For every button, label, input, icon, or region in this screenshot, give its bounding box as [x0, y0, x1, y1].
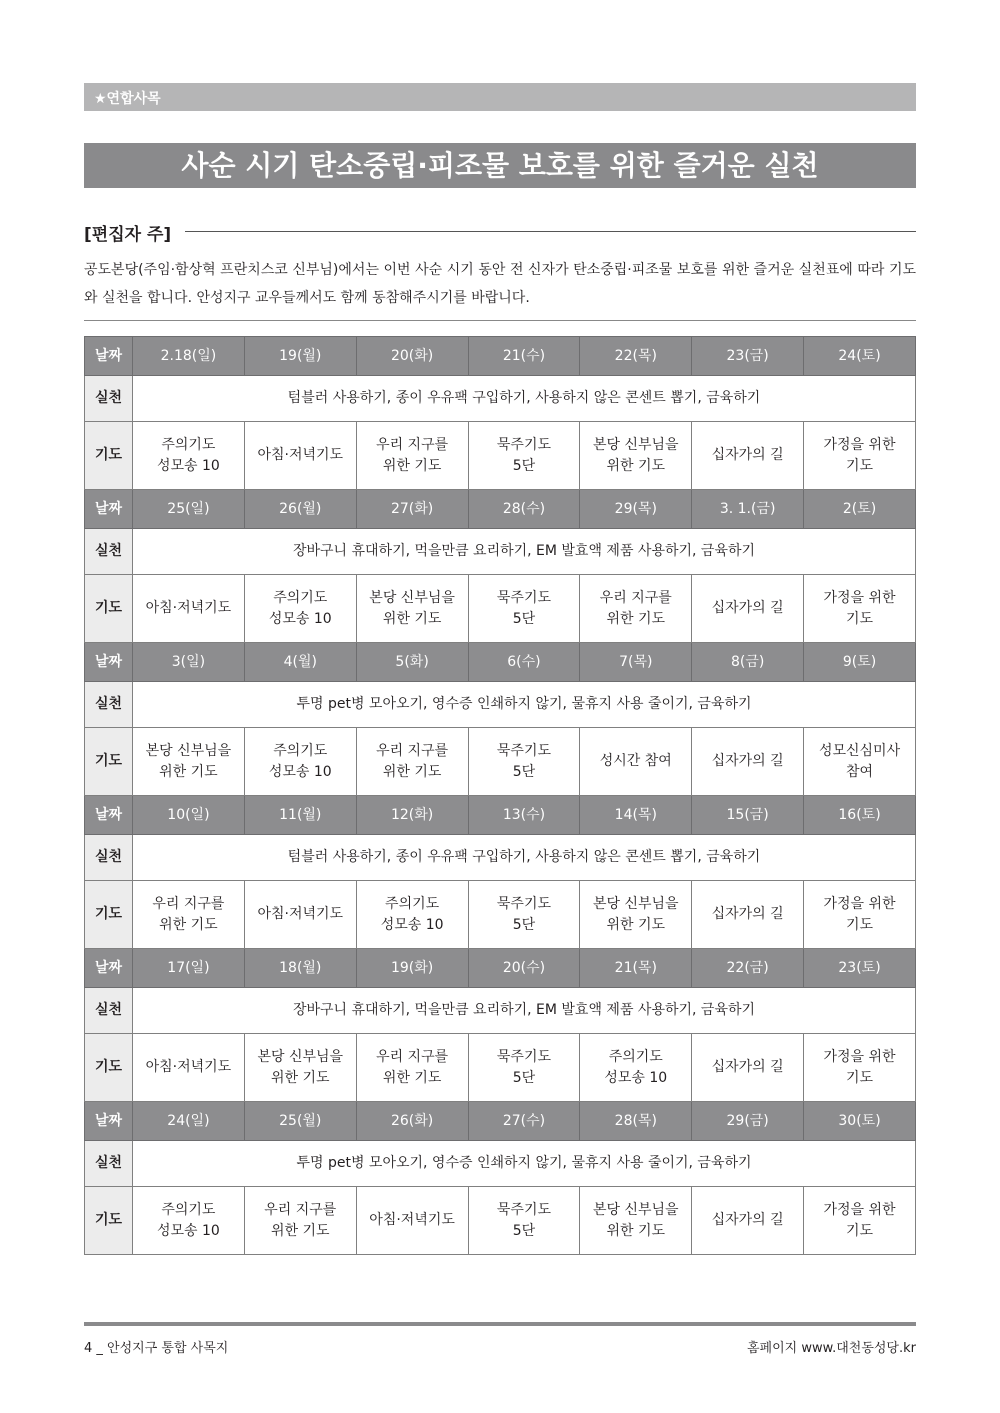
- prayer-cell: [133, 1034, 245, 1102]
- date-cell: 24(토): [804, 337, 916, 376]
- prayer-line: 기도: [846, 1222, 874, 1239]
- date-cell: 9(토): [804, 643, 916, 682]
- prayer-cell: [804, 728, 916, 796]
- prayer-line: 묵주기도: [496, 436, 551, 453]
- prayer-cell: [468, 881, 580, 949]
- prayer-line: 가정을 위한: [823, 1201, 896, 1218]
- prayer-line: 우리 지구를: [152, 895, 225, 912]
- prayer-line: 5단: [512, 916, 536, 933]
- date-cell: 25(월): [244, 1102, 356, 1141]
- prayer-cell: [468, 728, 580, 796]
- date-cell: 23(토): [804, 949, 916, 988]
- prayer-line: 위한 기도: [606, 916, 666, 933]
- prayer-cell: [244, 728, 356, 796]
- date-cell: 10(일): [133, 796, 245, 835]
- date-cell: 25(일): [133, 490, 245, 529]
- prayer-line: 우리 지구를: [599, 589, 672, 606]
- prayer-line: 주의기도: [273, 589, 328, 606]
- prayer-line: 우리 지구를: [264, 1201, 337, 1218]
- prayer-line: 묵주기도: [496, 1201, 551, 1218]
- prayer-line: 묵주기도: [496, 895, 551, 912]
- prayer-line: 위한 기도: [382, 610, 442, 627]
- prayer-line: 5단: [512, 457, 536, 474]
- prayer-line: 주의기도: [161, 436, 216, 453]
- date-cell: 13(수): [468, 796, 580, 835]
- prayer-cell: [356, 575, 468, 643]
- practice-row: [85, 376, 916, 422]
- prayer-line: 우리 지구를: [376, 436, 449, 453]
- date-cell: 15(금): [692, 796, 804, 835]
- date-cell: 8(금): [692, 643, 804, 682]
- prayer-line: 기도: [846, 610, 874, 627]
- date-cell: 6(수): [468, 643, 580, 682]
- date-cell: 22(목): [580, 337, 692, 376]
- date-row-label: 날짜: [85, 1102, 133, 1141]
- prayer-row: [85, 728, 916, 796]
- date-row: [85, 337, 916, 376]
- date-row: [85, 949, 916, 988]
- date-row: [85, 1102, 916, 1141]
- prayer-line: 십자가의 길: [711, 600, 784, 616]
- date-cell: 14(목): [580, 796, 692, 835]
- date-cell: 11(월): [244, 796, 356, 835]
- prayer-line: 아침·저녁기도: [145, 1059, 232, 1075]
- prayer-row-label: 기도: [85, 1187, 133, 1255]
- prayer-line: 십자가의 길: [711, 1059, 784, 1075]
- prayer-cell: [580, 881, 692, 949]
- date-cell: 26(화): [356, 1102, 468, 1141]
- prayer-line: 주의기도: [273, 742, 328, 759]
- date-row: [85, 643, 916, 682]
- prayer-line: 묵주기도: [496, 589, 551, 606]
- prayer-line: 아침·저녁기도: [257, 447, 344, 463]
- prayer-cell: [133, 422, 245, 490]
- date-cell: 2.18(일): [133, 337, 245, 376]
- prayer-cell: [468, 575, 580, 643]
- date-cell: 27(수): [468, 1102, 580, 1141]
- section-label: ★연합사목: [94, 91, 161, 107]
- prayer-line: 우리 지구를: [376, 742, 449, 759]
- prayer-cell: [244, 1034, 356, 1102]
- prayer-line: 위한 기도: [382, 1069, 442, 1086]
- prayer-line: 위한 기도: [270, 1069, 330, 1086]
- section-bar: [84, 83, 916, 111]
- date-cell: 28(수): [468, 490, 580, 529]
- prayer-line: 성모송 10: [268, 610, 332, 627]
- prayer-line: 성모송 10: [157, 457, 220, 474]
- prayer-cell: [804, 1034, 916, 1102]
- date-cell: 12(화): [356, 796, 468, 835]
- prayer-line: 십자가의 길: [711, 906, 784, 922]
- prayer-line: 위한 기도: [606, 610, 666, 627]
- prayer-cell: [804, 575, 916, 643]
- prayer-cell: [692, 728, 804, 796]
- prayer-line: 5단: [512, 1222, 536, 1239]
- practice-cell: 투명 pet병 모아오기, 영수증 인쇄하지 않기, 물휴지 사용 줄이기, 금육하기: [133, 682, 916, 728]
- prayer-line: 위한 기도: [270, 1222, 330, 1239]
- date-cell: 7(목): [580, 643, 692, 682]
- prayer-cell: [468, 1034, 580, 1102]
- prayer-cell: [580, 1187, 692, 1255]
- prayer-line: 참여: [846, 763, 874, 780]
- prayer-cell: [580, 1034, 692, 1102]
- editor-note-text: 공도본당(주임·함상혁 프란치스코 신부님)에서는 이번 사순 시기 동안 전 신자가 탄소중립·피조물 보호를 위한 즐거운 실천표에 따라 기도와 실천을 합니다. 안성지구 교우들께서도 함께 동참해주시기를 바랍니다.: [84, 262, 916, 306]
- practice-schedule-table: [84, 336, 916, 1255]
- prayer-cell: [356, 728, 468, 796]
- prayer-cell: [244, 881, 356, 949]
- prayer-line: 우리 지구를: [376, 1048, 449, 1065]
- date-row-label: 날짜: [85, 949, 133, 988]
- prayer-cell: [244, 575, 356, 643]
- prayer-line: 주의기도: [385, 895, 440, 912]
- date-cell: 30(토): [804, 1102, 916, 1141]
- date-cell: 21(수): [468, 337, 580, 376]
- date-cell: 29(목): [580, 490, 692, 529]
- prayer-cell: [133, 881, 245, 949]
- prayer-line: 주의기도: [161, 1201, 216, 1218]
- prayer-line: 본당 신부님을: [369, 589, 455, 606]
- title-banner: [84, 143, 916, 188]
- prayer-line: 위한 기도: [606, 1222, 666, 1239]
- footer-homepage: 홈페이지 www.대천동성당.kr: [747, 1341, 916, 1356]
- prayer-line: 5단: [512, 763, 536, 780]
- prayer-cell: [468, 422, 580, 490]
- date-cell: 27(화): [356, 490, 468, 529]
- prayer-cell: [692, 1187, 804, 1255]
- prayer-line: 본당 신부님을: [145, 742, 232, 759]
- prayer-line: 가정을 위한: [823, 1048, 896, 1065]
- date-cell: 20(화): [356, 337, 468, 376]
- prayer-cell: [356, 422, 468, 490]
- prayer-line: 성모신심미사: [818, 742, 901, 759]
- practice-row: [85, 988, 916, 1034]
- prayer-line: 아침·저녁기도: [369, 1212, 455, 1228]
- divider: [84, 320, 916, 321]
- prayer-cell: [356, 881, 468, 949]
- date-cell: 23(금): [692, 337, 804, 376]
- prayer-line: 5단: [512, 1069, 536, 1086]
- practice-row: [85, 835, 916, 881]
- date-row: [85, 490, 916, 529]
- prayer-cell: [804, 1187, 916, 1255]
- prayer-cell: [692, 1034, 804, 1102]
- date-row-label: 날짜: [85, 337, 133, 376]
- prayer-cell: [356, 1034, 468, 1102]
- practice-row-label: 실천: [85, 1141, 133, 1187]
- prayer-row: [85, 575, 916, 643]
- date-cell: 19(월): [244, 337, 356, 376]
- prayer-line: 본당 신부님을: [592, 436, 679, 453]
- prayer-line: 십자가의 길: [711, 1212, 784, 1228]
- prayer-cell: [692, 422, 804, 490]
- prayer-cell: [133, 728, 245, 796]
- prayer-line: 가정을 위한: [823, 436, 896, 453]
- date-cell: 3(일): [133, 643, 245, 682]
- practice-row-label: 실천: [85, 835, 133, 881]
- prayer-line: 기도: [846, 457, 874, 474]
- page-title: 사순 시기 탄소중립·피조물 보호를 위한 즐거운 실천: [181, 149, 819, 182]
- prayer-line: 기도: [846, 1069, 874, 1086]
- prayer-cell: [804, 881, 916, 949]
- practice-cell: 장바구니 휴대하기, 먹을만큼 요리하기, EM 발효액 제품 사용하기, 금육하기: [133, 529, 916, 575]
- date-cell: 20(수): [468, 949, 580, 988]
- date-cell: 5(화): [356, 643, 468, 682]
- practice-row: [85, 529, 916, 575]
- prayer-cell: [580, 422, 692, 490]
- prayer-line: 본당 신부님을: [592, 1201, 679, 1218]
- prayer-row-label: 기도: [85, 1034, 133, 1102]
- prayer-line: 가정을 위한: [823, 895, 896, 912]
- prayer-cell: [468, 1187, 580, 1255]
- date-row-label: 날짜: [85, 490, 133, 529]
- practice-row-label: 실천: [85, 376, 133, 422]
- date-cell: 22(금): [692, 949, 804, 988]
- date-row-label: 날짜: [85, 643, 133, 682]
- prayer-row-label: 기도: [85, 575, 133, 643]
- prayer-line: 위한 기도: [382, 457, 442, 474]
- prayer-row: [85, 881, 916, 949]
- prayer-cell: [580, 728, 692, 796]
- date-cell: 24(일): [133, 1102, 245, 1141]
- prayer-cell: [356, 1187, 468, 1255]
- footer-page-info: 4 _ 안성지구 통합 사목지: [84, 1341, 229, 1356]
- prayer-line: 본당 신부님을: [592, 895, 679, 912]
- prayer-line: 위한 기도: [606, 457, 666, 474]
- prayer-line: 주의기도: [608, 1048, 663, 1065]
- date-row: [85, 796, 916, 835]
- date-cell: 16(토): [804, 796, 916, 835]
- date-cell: 21(목): [580, 949, 692, 988]
- prayer-cell: [692, 881, 804, 949]
- practice-cell: 투명 pet병 모아오기, 영수증 인쇄하지 않기, 물휴지 사용 줄이기, 금육하기: [133, 1141, 916, 1187]
- practice-row-label: 실천: [85, 682, 133, 728]
- prayer-line: 아침·저녁기도: [257, 906, 344, 922]
- prayer-row-label: 기도: [85, 881, 133, 949]
- prayer-line: 위한 기도: [382, 763, 442, 780]
- prayer-line: 5단: [512, 610, 536, 627]
- prayer-line: 기도: [846, 916, 874, 933]
- date-cell: 17(일): [133, 949, 245, 988]
- prayer-line: 성시간 참여: [599, 753, 672, 769]
- prayer-line: 십자가의 길: [711, 753, 784, 769]
- prayer-line: 가정을 위한: [823, 589, 896, 606]
- practice-row-label: 실천: [85, 529, 133, 575]
- prayer-line: 묵주기도: [496, 1048, 551, 1065]
- heading-rule: [185, 231, 916, 232]
- prayer-cell: [133, 575, 245, 643]
- prayer-line: 묵주기도: [496, 742, 551, 759]
- practice-row-label: 실천: [85, 988, 133, 1034]
- prayer-cell: [244, 422, 356, 490]
- practice-cell: 텀블러 사용하기, 종이 우유팩 구입하기, 사용하지 않은 콘센트 뽑기, 금육하기: [133, 376, 916, 422]
- editor-note-heading: [편집자 주]: [84, 225, 172, 245]
- prayer-line: 성모송 10: [604, 1069, 668, 1086]
- prayer-line: 성모송 10: [380, 916, 444, 933]
- date-row-label: 날짜: [85, 796, 133, 835]
- prayer-row: [85, 422, 916, 490]
- practice-row: [85, 682, 916, 728]
- date-cell: 18(월): [244, 949, 356, 988]
- prayer-line: 위한 기도: [159, 763, 218, 780]
- prayer-cell: [804, 422, 916, 490]
- practice-row: [85, 1141, 916, 1187]
- practice-cell: 장바구니 휴대하기, 먹을만큼 요리하기, EM 발효액 제품 사용하기, 금육하기: [133, 988, 916, 1034]
- prayer-row-label: 기도: [85, 728, 133, 796]
- date-cell: 2(토): [804, 490, 916, 529]
- date-cell: 19(화): [356, 949, 468, 988]
- prayer-row: [85, 1034, 916, 1102]
- date-cell: 3. 1.(금): [692, 490, 804, 529]
- date-cell: 28(목): [580, 1102, 692, 1141]
- footer-rule: [84, 1322, 916, 1326]
- prayer-line: 위한 기도: [159, 916, 218, 933]
- date-cell: 26(월): [244, 490, 356, 529]
- date-cell: 4(월): [244, 643, 356, 682]
- prayer-row: [85, 1187, 916, 1255]
- prayer-cell: [580, 575, 692, 643]
- date-cell: 29(금): [692, 1102, 804, 1141]
- prayer-line: 아침·저녁기도: [145, 600, 232, 616]
- prayer-cell: [692, 575, 804, 643]
- prayer-line: 성모송 10: [157, 1222, 220, 1239]
- prayer-cell: [133, 1187, 245, 1255]
- prayer-line: 본당 신부님을: [257, 1048, 344, 1065]
- prayer-cell: [244, 1187, 356, 1255]
- prayer-row-label: 기도: [85, 422, 133, 490]
- prayer-line: 십자가의 길: [711, 447, 784, 463]
- practice-cell: 텀블러 사용하기, 종이 우유팩 구입하기, 사용하지 않은 콘센트 뽑기, 금육하기: [133, 835, 916, 881]
- prayer-line: 성모송 10: [268, 763, 332, 780]
